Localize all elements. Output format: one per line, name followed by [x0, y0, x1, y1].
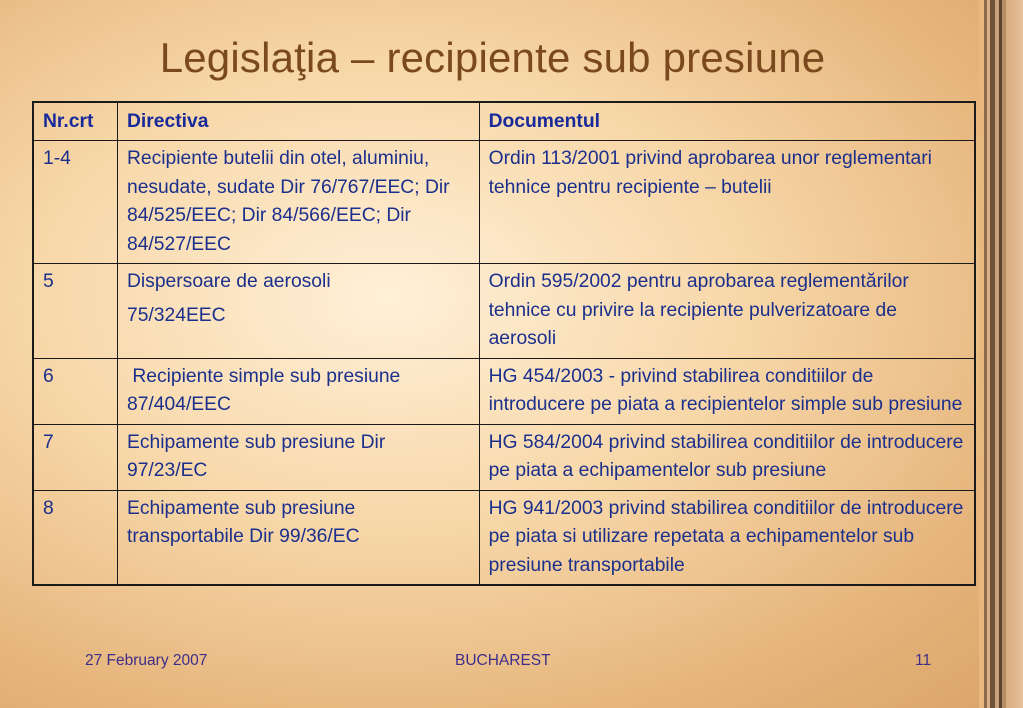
cell-document: Ordin 595/2002 pentru aprobarea reglementărilor tehnice cu privire la recipiente pulverizatoare de aerosoli [479, 264, 975, 359]
cell-nr: 5 [33, 264, 117, 359]
table-row [33, 264, 975, 359]
cell-directiva: Recipiente simple sub presiune 87/404/EEC [117, 358, 479, 424]
cell-directiva: Echipamente sub presiune Dir 97/23/EC [117, 424, 479, 490]
header-directiva: Directiva [117, 102, 479, 141]
cell-directiva: Recipiente butelii din otel, aluminiu, nesudate, sudate Dir 76/767/EEC; Dir 84/525/EEC; Dir 84/566/EEC; Dir 84/527/EEC [117, 141, 479, 264]
cell-document: Ordin 113/2001 privind aprobarea unor reglementari tehnice pentru recipiente – butelii [479, 141, 975, 264]
cell-nr: 8 [33, 490, 117, 585]
cell-document: HG 941/2003 privind stabilirea conditiilor de introducere pe piata si utilizare repetata a echipamentelor sub presiune transportabile [479, 490, 975, 585]
header-documentul: Documentul [479, 102, 975, 141]
cell-nr: 1-4 [33, 141, 117, 264]
table-header-row [33, 102, 975, 141]
footer-date: 27 February 2007 [85, 652, 208, 669]
footer-page-number: 11 [915, 652, 932, 669]
cell-directiva: Echipamente sub presiune transportabile Dir 99/36/EC [117, 490, 479, 585]
legislation-table [32, 101, 976, 586]
cell-nr: 7 [33, 424, 117, 490]
footer-location: BUCHAREST [455, 652, 551, 669]
table-row [33, 141, 975, 264]
header-nr-crt: Nr.crt [33, 102, 117, 141]
cell-directiva [117, 264, 479, 359]
cell-document: HG 454/2003 - privind stabilirea conditiilor de introducere pe piata a recipientelor simple sub presiune [479, 358, 975, 424]
cell-directiva-line: Dispersoare de aerosoli [126, 271, 331, 292]
cell-directiva-code: 75/324EEC [126, 304, 226, 326]
decorative-edge-stripes [979, 0, 1023, 708]
slide-title: Legislaţia – recipiente sub presiune [159, 34, 826, 81]
table-row [33, 424, 975, 490]
table-row [33, 358, 975, 424]
cell-document: HG 584/2004 privind stabilirea conditiilor de introducere pe piata a echipamentelor sub presiune [479, 424, 975, 490]
cell-nr: 6 [33, 358, 117, 424]
stripe [1006, 0, 1023, 708]
table-row [33, 490, 975, 585]
